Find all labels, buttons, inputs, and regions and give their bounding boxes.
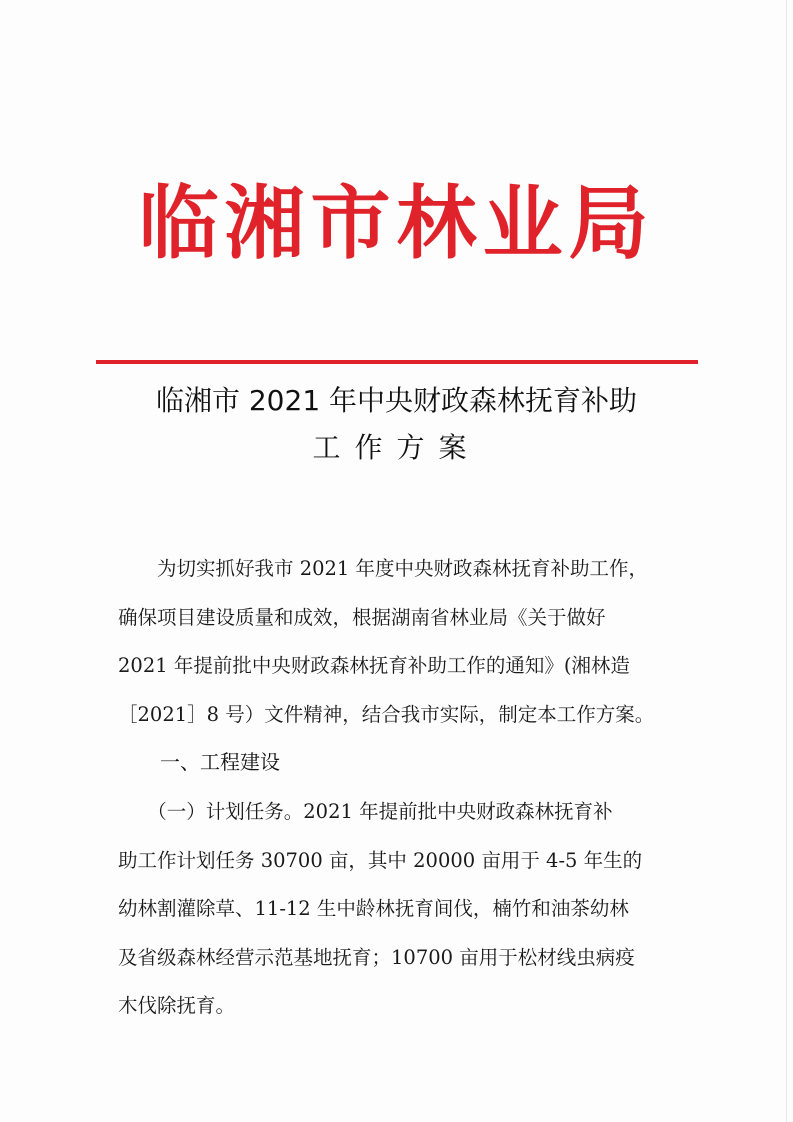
intro-line-4: ［2021］8 号）文件精神，结合我市实际，制定本工作方案。: [118, 703, 655, 726]
intro-line-2: 确保项目建设质量和成效，根据湖南省林业局《关于做好: [118, 606, 606, 629]
section-1-line-4: 及省级森林经营示范基地抚育；10700 亩用于松材线虫病疫: [118, 946, 635, 969]
section-1-heading: 一、工程建设: [160, 750, 280, 774]
agency-header: 临湘市林业局: [138, 176, 655, 270]
section-1-line-3: 幼林割灌除草、11-12 生中龄林抚育间伐，楠竹和油茶幼林: [118, 897, 629, 920]
document-title-line-2: 工作方案: [312, 431, 481, 464]
intro-line-3: 2021 年提前批中央财政森林抚育补助工作的通知》(湘林造: [118, 654, 630, 677]
red-separator-rule: [96, 360, 698, 364]
section-1-line-1: （一）计划任务。2021 年提前批中央财政森林抚育补: [118, 800, 613, 823]
intro-line-1: 为切实抓好我市 2021 年度中央财政森林抚育补助工作，: [118, 557, 649, 580]
section-1-line-5: 木伐除抚育。: [118, 994, 236, 1017]
document-title-line-1: 临湘市 2021 年中央财政森林抚育补助: [155, 384, 638, 417]
section-1-line-2: 助工作计划任务 30700 亩，其中 20000 亩用于 4-5 年生的: [118, 849, 643, 872]
